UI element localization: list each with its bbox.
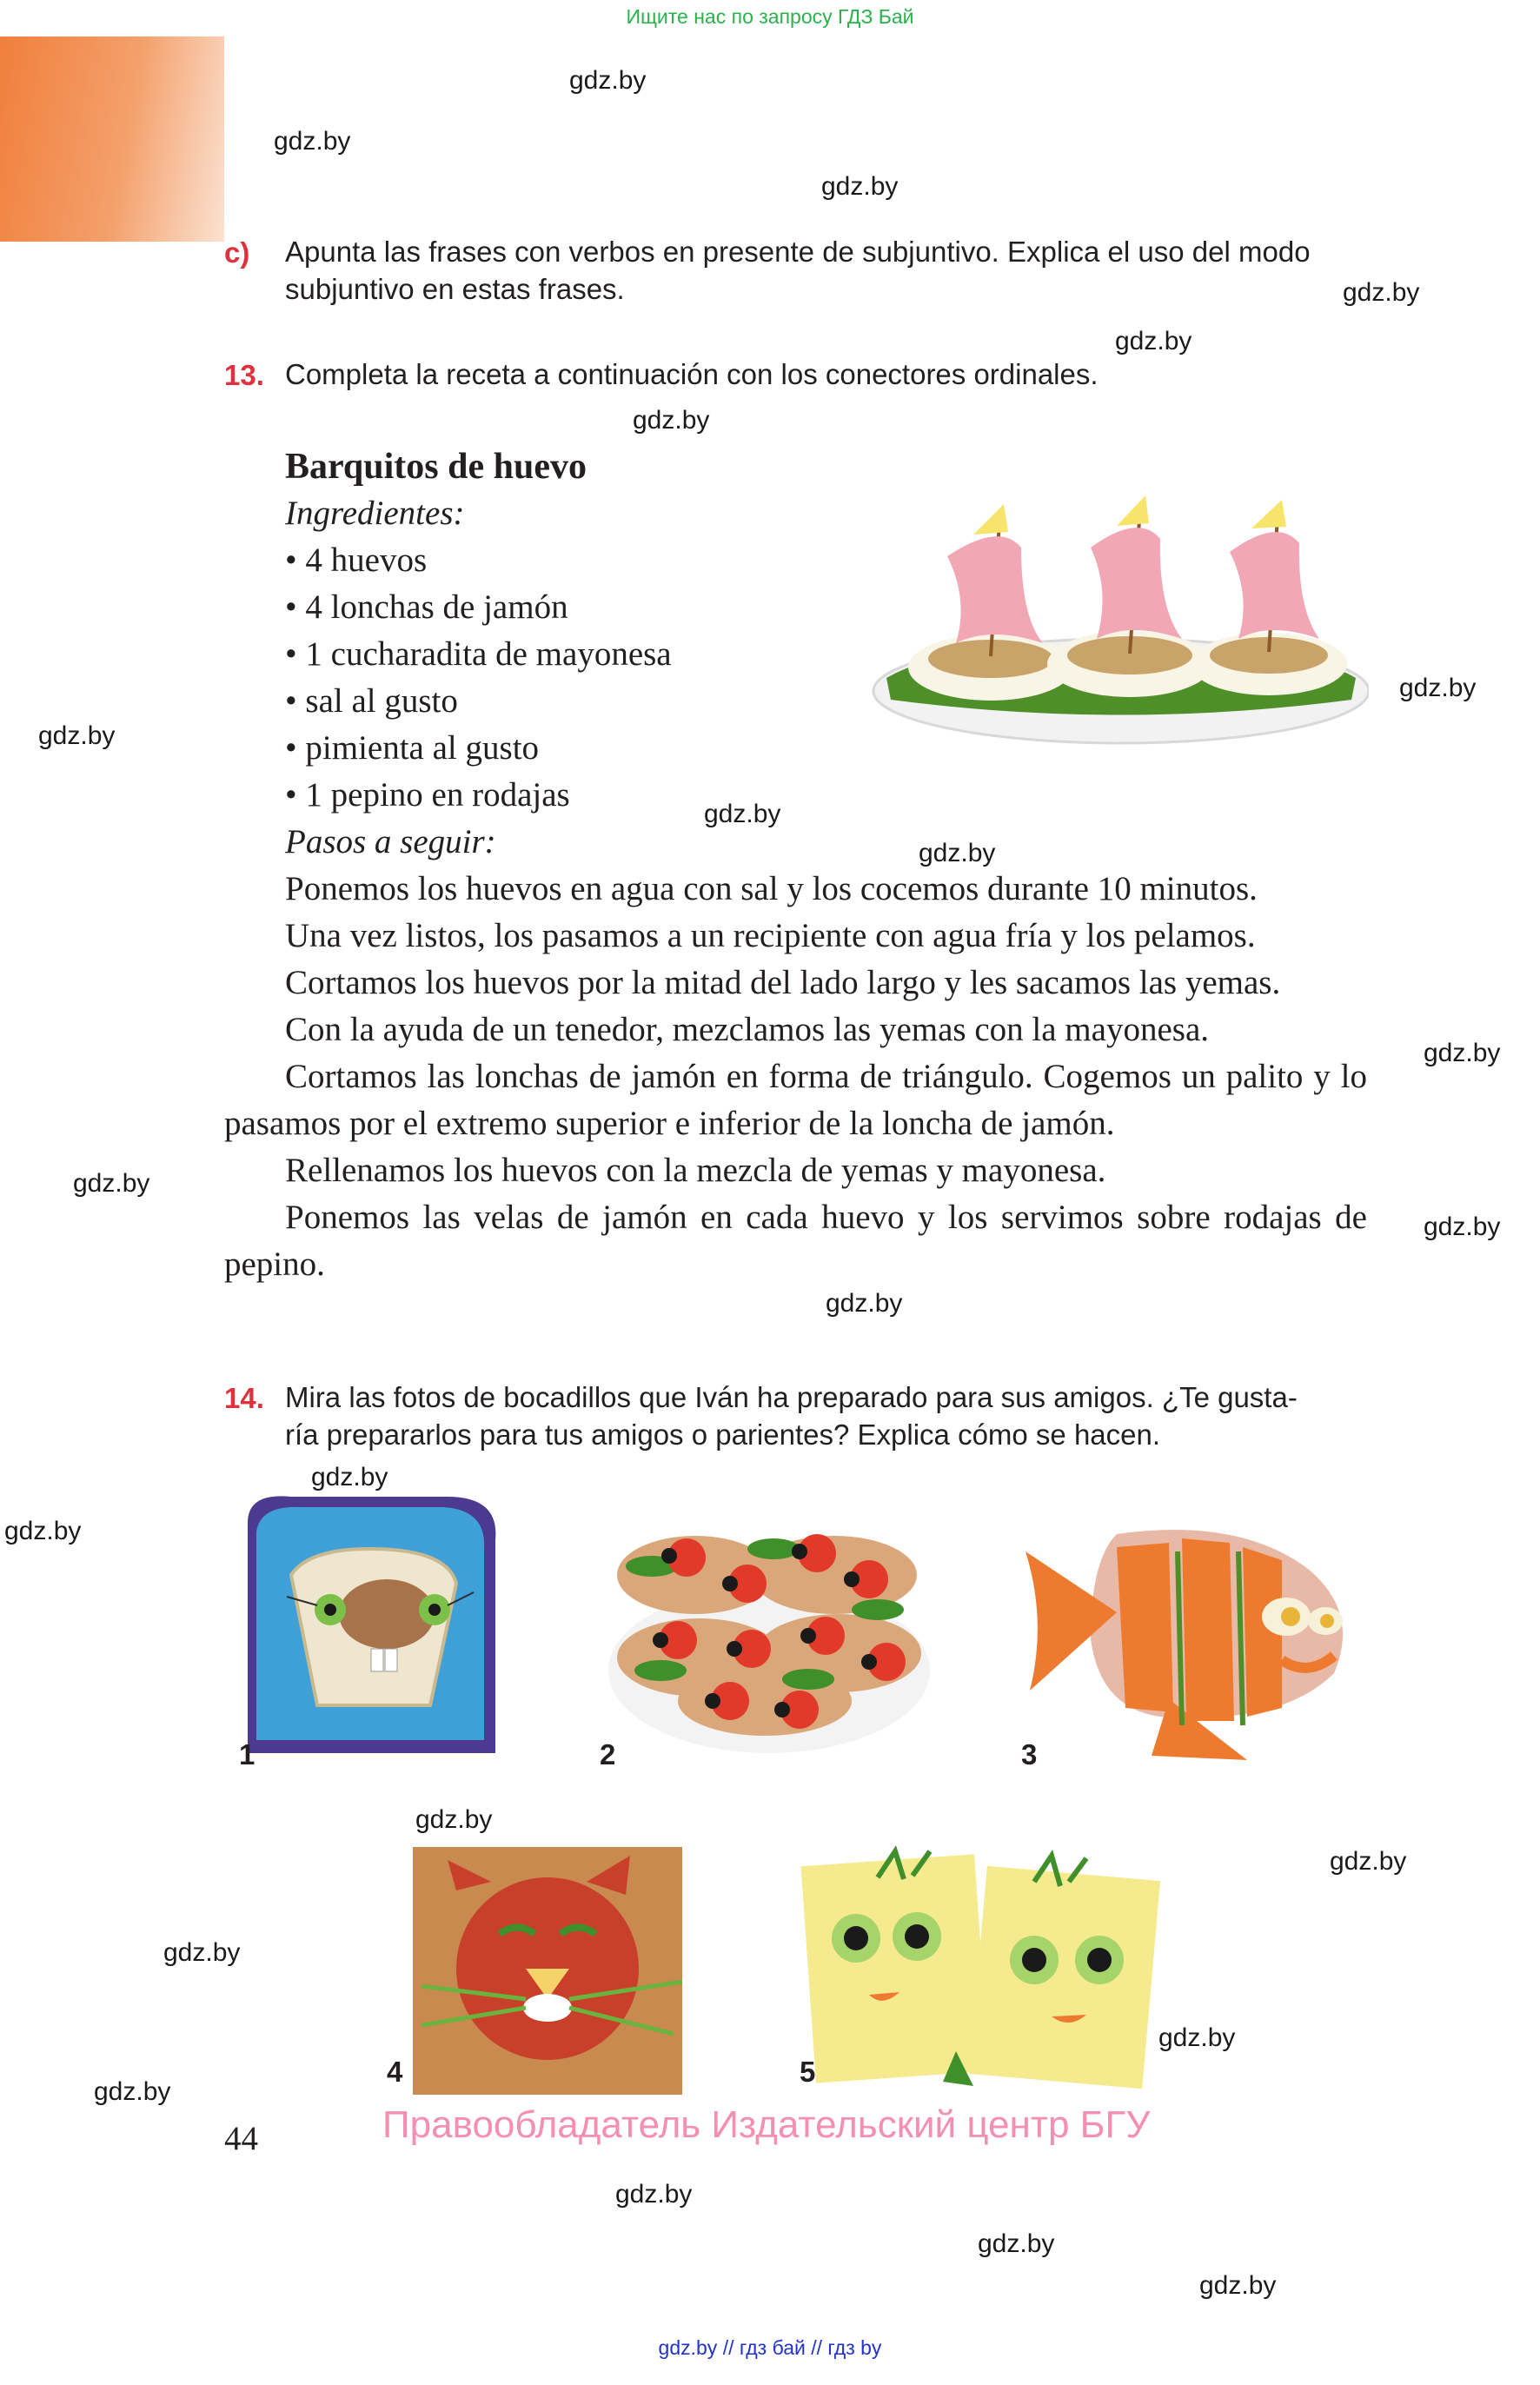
watermark: gdz.by bbox=[94, 2077, 171, 2106]
task-c-line2: subjuntivo en estas frases. bbox=[285, 273, 625, 305]
photo-number: 5 bbox=[800, 2056, 816, 2088]
watermark: gdz.by bbox=[1115, 327, 1192, 355]
recipe-step: Rellenamos los huevos con la mezcla de yemas y mayonesa. bbox=[285, 1152, 1106, 1189]
page-number: 44 bbox=[224, 2120, 258, 2157]
watermark: gdz.by bbox=[919, 839, 996, 867]
watermark: gdz.by bbox=[163, 1938, 241, 1967]
task14-text bbox=[285, 1379, 1415, 1453]
task14-line2: ría prepararlos para tus amigos o parientes? Explica cómo se hacen. bbox=[285, 1418, 1161, 1451]
watermark: gdz.by bbox=[1343, 278, 1420, 307]
watermark: gdz.by bbox=[311, 1463, 388, 1491]
beaver-sandwich-photo bbox=[239, 1488, 504, 1757]
egg-boats-photo bbox=[869, 469, 1369, 756]
fish-sandwich-photo bbox=[1021, 1499, 1369, 1760]
watermark: gdz.by bbox=[978, 2229, 1055, 2258]
photo-number: 4 bbox=[387, 2056, 403, 2088]
task13-label: 13. bbox=[224, 359, 264, 391]
watermark: gdz.by bbox=[569, 66, 647, 95]
recipe-ingredients-block bbox=[285, 443, 893, 866]
photo-number: 1 bbox=[239, 1738, 256, 1770]
ingredient-item: • 4 huevos bbox=[285, 541, 428, 579]
task14-line1: Mira las fotos de bocadillos que Iván ha preparado para sus amigos. ¿Te gusta- bbox=[285, 1381, 1298, 1413]
ingredient-item: • 4 lonchas de jamón bbox=[285, 588, 568, 626]
orange-corner-decoration bbox=[0, 37, 224, 242]
task13-text: Completa la receta a continuación con los conectores ordinales. bbox=[285, 358, 1099, 390]
steps-heading: Pasos a seguir: bbox=[285, 823, 496, 860]
recipe-step: Cortamos los huevos por la mitad del lado largo y les sacamos las yemas. bbox=[285, 964, 1281, 1001]
watermark: gdz.by bbox=[1330, 1847, 1407, 1876]
task-c-label: c) bbox=[224, 236, 250, 269]
recipe-step: Ponemos las velas de jamón en cada huevo y los servimos sobre rodajas de pepino. bbox=[224, 1199, 1367, 1283]
task-c-text bbox=[285, 233, 1415, 308]
recipe-title: Barquitos de huevo bbox=[285, 447, 587, 487]
footer-links[interactable]: gdz.by // гдз бай // гдз by bbox=[658, 2336, 882, 2359]
watermark: gdz.by bbox=[633, 406, 710, 435]
watermark: gdz.by bbox=[1424, 1212, 1501, 1241]
ingredient-item: • sal al gusto bbox=[285, 682, 458, 720]
ladybug-canapes-photo bbox=[600, 1497, 939, 1757]
photo-number: 3 bbox=[1021, 1738, 1038, 1770]
photo-number: 2 bbox=[600, 1738, 616, 1770]
recipe-step: Ponemos los huevos en agua con sal y los cocemos durante 10 minutos. bbox=[285, 870, 1258, 907]
watermark: gdz.by bbox=[826, 1289, 903, 1318]
watermark: gdz.by bbox=[1399, 674, 1477, 702]
watermark: gdz.by bbox=[704, 800, 781, 828]
recipe-steps-block bbox=[224, 866, 1367, 1288]
watermark: gdz.by bbox=[1424, 1039, 1501, 1067]
cat-sandwich-photo bbox=[387, 1830, 700, 2095]
watermark: gdz.by bbox=[1199, 2271, 1277, 2300]
recipe-step: Con la ayuda de un tenedor, mezclamos las yemas con la mayonesa. bbox=[285, 1011, 1209, 1048]
watermark: gdz.by bbox=[821, 172, 899, 201]
ingredient-item: • 1 cucharadita de mayonesa bbox=[285, 635, 672, 673]
watermark: gdz.by bbox=[4, 1517, 82, 1545]
watermark: gdz.by bbox=[38, 721, 116, 750]
watermark: gdz.by bbox=[274, 127, 351, 156]
cheese-faces-photo bbox=[800, 1843, 1173, 2095]
watermark: gdz.by bbox=[615, 2180, 693, 2209]
copyright-notice: Правообладатель Издательский центр БГУ bbox=[382, 2103, 1151, 2146]
watermark: gdz.by bbox=[415, 1805, 493, 1834]
recipe-step: Cortamos las lonchas de jamón en forma de triángulo. Cogemos un palito y lo pasamos por el extremo superior e inferior de la loncha de jamón. bbox=[224, 1058, 1367, 1142]
ingredients-heading: Ingredientes: bbox=[285, 495, 465, 532]
task14-label: 14. bbox=[224, 1382, 264, 1414]
watermark: gdz.by bbox=[1158, 2023, 1236, 2052]
ingredient-item: • 1 pepino en rodajas bbox=[285, 776, 570, 814]
watermark: gdz.by bbox=[73, 1169, 150, 1198]
ingredient-item: • pimienta al gusto bbox=[285, 729, 540, 767]
task-c-line1: Apunta las frases con verbos en presente de subjuntivo. Explica el uso del modo bbox=[285, 236, 1311, 268]
header-search-link[interactable]: Ищите нас по запросу ГДЗ Бай bbox=[626, 5, 914, 28]
recipe-step: Una vez listos, los pasamos a un recipiente con agua fría y los pelamos. bbox=[285, 917, 1256, 954]
